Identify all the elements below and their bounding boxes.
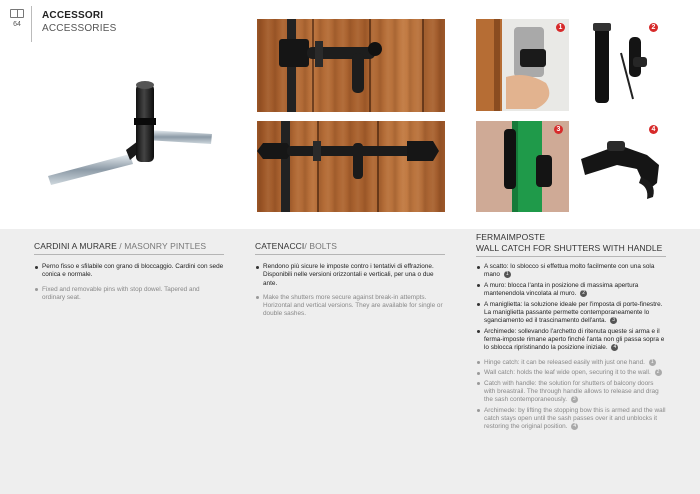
section-rule <box>255 254 445 255</box>
handle-catch-photo <box>476 121 569 212</box>
page-subtitle: ACCESSORIES <box>42 23 117 34</box>
bullet-list-it <box>255 263 445 288</box>
list-item: Perno fisso e sfilabile con grano di bloccaggio. Cardini con sede conica e normale. <box>34 263 224 280</box>
list-item: Wall catch: holds the leaf wide open, securing it to the wall. 2 <box>476 369 666 377</box>
hinge-catch-photo <box>476 19 569 111</box>
page-number: 64 <box>13 21 21 28</box>
badge-4: 4 <box>649 125 658 134</box>
number-badge: 4 <box>611 344 618 351</box>
list-item: Catch with handle: the solution for shutters of balcony doors with breastrail. The through handle allows to release and drag the sash contemporaneously. 3 <box>476 380 666 405</box>
list-item: A scatto: lo sblocco si effettua molto facilmente con una sola mano 1 <box>476 263 666 280</box>
section-title-fermaimposte: FERMAIMPOSTE <box>476 232 546 242</box>
badge-1: 1 <box>556 23 565 32</box>
bullet-list-en <box>255 294 445 319</box>
masonry-pintle-photo <box>40 72 220 192</box>
list-item: Archimede: by lifting the stopping bow this is armed and the wall catch stays open until the sash passes over it and unblocks it restoring the original position. 4 <box>476 407 666 432</box>
list-item: A muro: blocca l'anta in posizione di massima apertura mantenendola vincolata al muro. 2 <box>476 282 666 299</box>
number-badge: 4 <box>571 423 578 430</box>
section-fermaimposte <box>476 232 666 434</box>
bolt-photo-top <box>257 19 445 112</box>
section-subtitle-fermaimposte: WALL CATCH FOR SHUTTERS WITH HANDLE <box>476 243 663 253</box>
section-title-bolts <box>255 241 445 251</box>
archimede-catch-photo <box>577 121 665 212</box>
section-rule <box>476 256 666 257</box>
book-icon <box>10 9 24 18</box>
bullet-list-en <box>476 359 666 432</box>
page-marker <box>10 9 26 33</box>
number-badge: 1 <box>504 271 511 278</box>
title-it: CARDINI A MURARE <box>34 241 117 251</box>
list-item: Archimede: sollevando l'archetto di ritenuta queste si arma e il ferma-imposte rimane aperto finché l'anta non gli passa sopra e lo sblocca ripristinando la posizione iniziale. 4 <box>476 328 666 353</box>
title-en: MASONRY PINTLES <box>124 241 207 251</box>
section-bolts <box>255 241 445 321</box>
list-item: Fixed and removable pins with stop dowel. Tapered and ordinary seat. <box>34 286 224 303</box>
title-separator: / <box>116 241 125 251</box>
bullet-list-it <box>34 263 224 280</box>
page-title: ACCESSORI <box>42 10 104 21</box>
number-badge: 2 <box>580 290 587 297</box>
section-rule <box>34 254 224 255</box>
number-badge: 1 <box>649 359 656 366</box>
title-en: BOLTS <box>309 241 338 251</box>
section-pintles <box>34 241 224 304</box>
bolt-photo-bottom <box>257 121 445 212</box>
badge-2: 2 <box>649 23 658 32</box>
number-badge: 3 <box>610 317 617 324</box>
number-badge: 3 <box>571 396 578 403</box>
list-item: A maniglietta: la soluzione ideale per l'imposta di porte-finestre. La maniglietta passante permette contemporaneamente lo sganciamento ed il trascinamento dell'anta. 3 <box>476 301 666 326</box>
bullet-list-it <box>476 263 666 353</box>
title-separator: / <box>304 241 310 251</box>
badge-3: 3 <box>554 125 563 134</box>
list-item: Hinge catch: it can be released easily with just one hand. 1 <box>476 359 666 367</box>
list-item: Make the shutters more secure against break-in attempts. Horizontal and vertical versions. They are available for single or double sashes. <box>255 294 445 319</box>
bullet-list-en <box>34 286 224 303</box>
wall-catch-photo <box>577 19 665 111</box>
title-it: CATENACCI <box>255 241 305 251</box>
header-divider <box>31 6 32 42</box>
section-title-pintles <box>34 241 224 251</box>
list-item: Rendono più sicure le imposte contro i tentativi di effrazione. Disponibili nelle versioni orizzontali e verticali, per una o due ante. <box>255 263 445 288</box>
info-band <box>0 229 700 494</box>
number-badge: 2 <box>655 369 662 376</box>
